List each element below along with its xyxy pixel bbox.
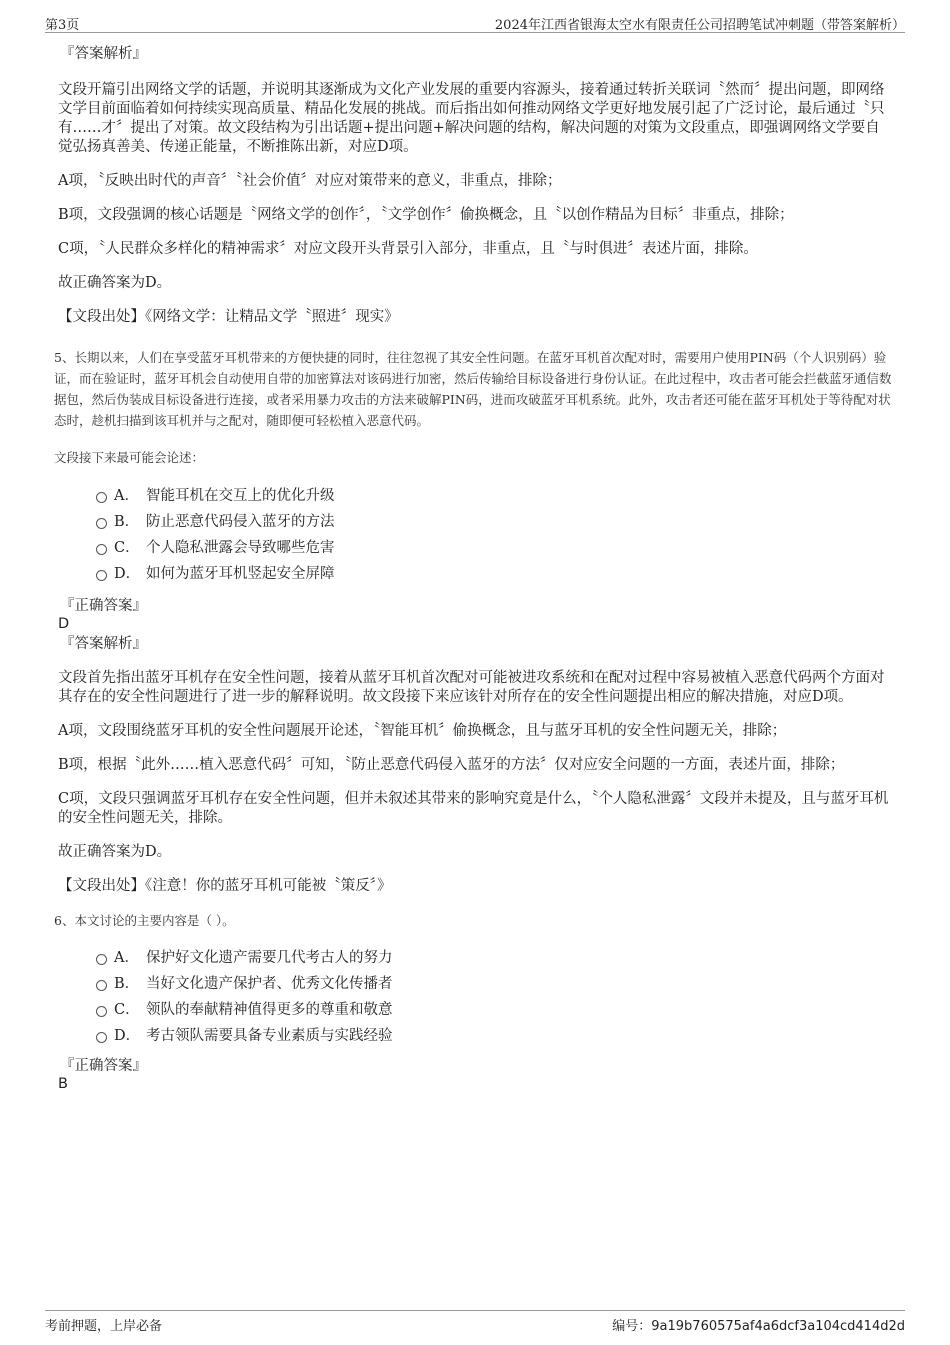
question-5-option-c[interactable] <box>58 535 894 561</box>
radio-icon[interactable] <box>96 492 107 503</box>
document-title: 2024年江西省银海太空水有限责任公司招聘笔试冲刺题（带答案解析） <box>494 18 905 33</box>
option-text: 领队的奉献精神值得更多的尊重和敬意 <box>146 1002 393 1018</box>
option-text: 如何为蓝牙耳机竖起安全屏障 <box>146 566 335 582</box>
question-5-lead: 文段接下来最可能会论述： <box>54 450 205 465</box>
question-6-option-b[interactable] <box>58 971 894 997</box>
analysis-conclusion: 故正确答案为D。 <box>58 844 172 860</box>
radio-icon[interactable] <box>96 544 107 555</box>
analysis-tag: 『答案解析』 <box>60 636 147 652</box>
question-5-option-a[interactable] <box>58 483 894 509</box>
option-letter: C． <box>114 1002 140 1018</box>
page-content <box>54 45 894 1093</box>
analysis-option-b: B项，根据〝此外……植入恶意代码〞可知，〝防止恶意代码侵入蓝牙的方法〞仅对应安全问题的一方面，表述片面，排除； <box>58 757 845 773</box>
page-header <box>45 12 905 33</box>
code-label: 编号： <box>612 1319 652 1334</box>
page-footer <box>45 1310 905 1335</box>
question-6-option-d[interactable] <box>58 1023 894 1049</box>
analysis-source: 【文段出处】《注意！你的蓝牙耳机可能被〝策反〞》 <box>58 878 392 894</box>
option-letter: A． <box>114 488 139 504</box>
analysis-paragraph: 文段首先指出蓝牙耳机存在安全性问题，接着从蓝牙耳机首次配对可能被进攻系统和在配对过程中容易被植入恶意代码两个方面对其存在的安全性问题进行了进一步的解释说明。故文段接下来应该针对所存在的安全性问题提出相应的解决措施，对应D项。 <box>58 670 885 705</box>
question-6-options <box>58 945 894 1049</box>
analysis-paragraph: 文段开篇引出网络文学的话题，并说明其逐渐成为文化产业发展的重要内容源头，接着通过转折关联词〝然而〞提出问题，即网络文学目前面临着如何持续实现高质量、精品化发展的挑战。而后指出如何推动网络文学更好地发展引起了广泛讨论，最后通过〝只有……才〞提出了对策。故文段结构为引出话题+提出问题+解决问题的结构，解决问题的对策为文段重点，即强调网络文学要自觉弘扬真善美、传递正能量，不断推陈出新，对应D项。 <box>58 82 885 155</box>
option-text: 当好文化遗产保护者、优秀文化传播者 <box>146 976 393 992</box>
question-6-option-a[interactable] <box>58 945 894 971</box>
option-letter: B． <box>114 976 140 992</box>
option-letter: D． <box>114 566 141 582</box>
radio-icon[interactable] <box>96 954 107 965</box>
option-text: 防止恶意代码侵入蓝牙的方法 <box>146 514 335 530</box>
analysis-option-c: C项，文段只强调蓝牙耳机存在安全性问题，但并未叙述其带来的影响究竟是什么，〝个人隐私泄露〞文段并未提及，且与蓝牙耳机的安全性问题无关，排除。 <box>58 791 889 826</box>
radio-icon[interactable] <box>96 980 107 991</box>
analysis-source: 【文段出处】《网络文学：让精品文学〝照进〞现实》 <box>58 309 399 325</box>
question-5-stem: 5、长期以来，人们在享受蓝牙耳机带来的方便快捷的同时，往往忽视了其安全性问题。在蓝牙耳机首次配对时，需要用户使用PIN码（个人识别码）验证，而在验证时，蓝牙耳机会自动使用自带的加密算法对该码进行加密，然后传输给目标设备进行身份认证。在此过程中，攻击者可能会拦截蓝牙通信数据包，然后伪装成目标设备进行连接，或者采用暴力攻击的方法来破解PIN码，进而攻破蓝牙耳机系统。此外，攻击者还可能在蓝牙耳机处于等待配对状态时，趁机扫描到该耳机并与之配对，随即便可轻松植入恶意代码。 <box>54 350 892 428</box>
analysis-tag: 『答案解析』 <box>60 46 147 62</box>
option-letter: A． <box>114 950 139 966</box>
correct-answer-value: B <box>58 1076 68 1092</box>
option-letter: C． <box>114 540 140 556</box>
radio-icon[interactable] <box>96 1006 107 1017</box>
question-6-stem: 6、本文讨论的主要内容是（ ）。 <box>54 913 235 928</box>
option-letter: B． <box>114 514 140 530</box>
question-6-option-c[interactable] <box>58 997 894 1023</box>
question-5-option-b[interactable] <box>58 509 894 535</box>
document-code <box>612 1315 905 1334</box>
option-letter: D． <box>114 1028 141 1044</box>
correct-answer-value: D <box>58 616 70 632</box>
page-number: 第3页 <box>45 18 80 33</box>
option-text: 考古领队需要具备专业素质与实践经验 <box>146 1028 393 1044</box>
radio-icon[interactable] <box>96 518 107 529</box>
analysis-conclusion: 故正确答案为D。 <box>58 275 172 291</box>
analysis-option-a: A项，〝反映出时代的声音〞〝社会价值〞对应对策带来的意义，非重点，排除； <box>58 173 562 189</box>
analysis-option-b: B项，文段强调的核心话题是〝网络文学的创作〞，〝文学创作〞偷换概念，且〝以创作精品为目标〞非重点，排除； <box>58 207 794 223</box>
code-value: 9a19b760575af4a6dcf3a104cd414d2d <box>651 1319 905 1334</box>
question-5-option-d[interactable] <box>58 561 894 587</box>
correct-answer-tag: 『正确答案』 <box>60 598 147 614</box>
option-text: 智能耳机在交互上的优化升级 <box>146 488 335 504</box>
option-text: 保护好文化遗产需要几代考古人的努力 <box>146 950 393 966</box>
option-text: 个人隐私泄露会导致哪些危害 <box>146 540 335 556</box>
analysis-option-c: C项，〝人民群众多样化的精神需求〞对应文段开头背景引入部分，非重点，且〝与时俱进〞表述片面，排除。 <box>58 241 758 257</box>
analysis-option-a: A项，文段围绕蓝牙耳机的安全性问题展开论述，〝智能耳机〞偷换概念，且与蓝牙耳机的安全性问题无关，排除； <box>58 723 787 739</box>
correct-answer-tag: 『正确答案』 <box>60 1058 147 1074</box>
question-5-options <box>58 483 894 587</box>
footer-slogan: 考前押题，上岸必备 <box>45 1319 163 1334</box>
radio-icon[interactable] <box>96 570 107 581</box>
radio-icon[interactable] <box>96 1032 107 1043</box>
